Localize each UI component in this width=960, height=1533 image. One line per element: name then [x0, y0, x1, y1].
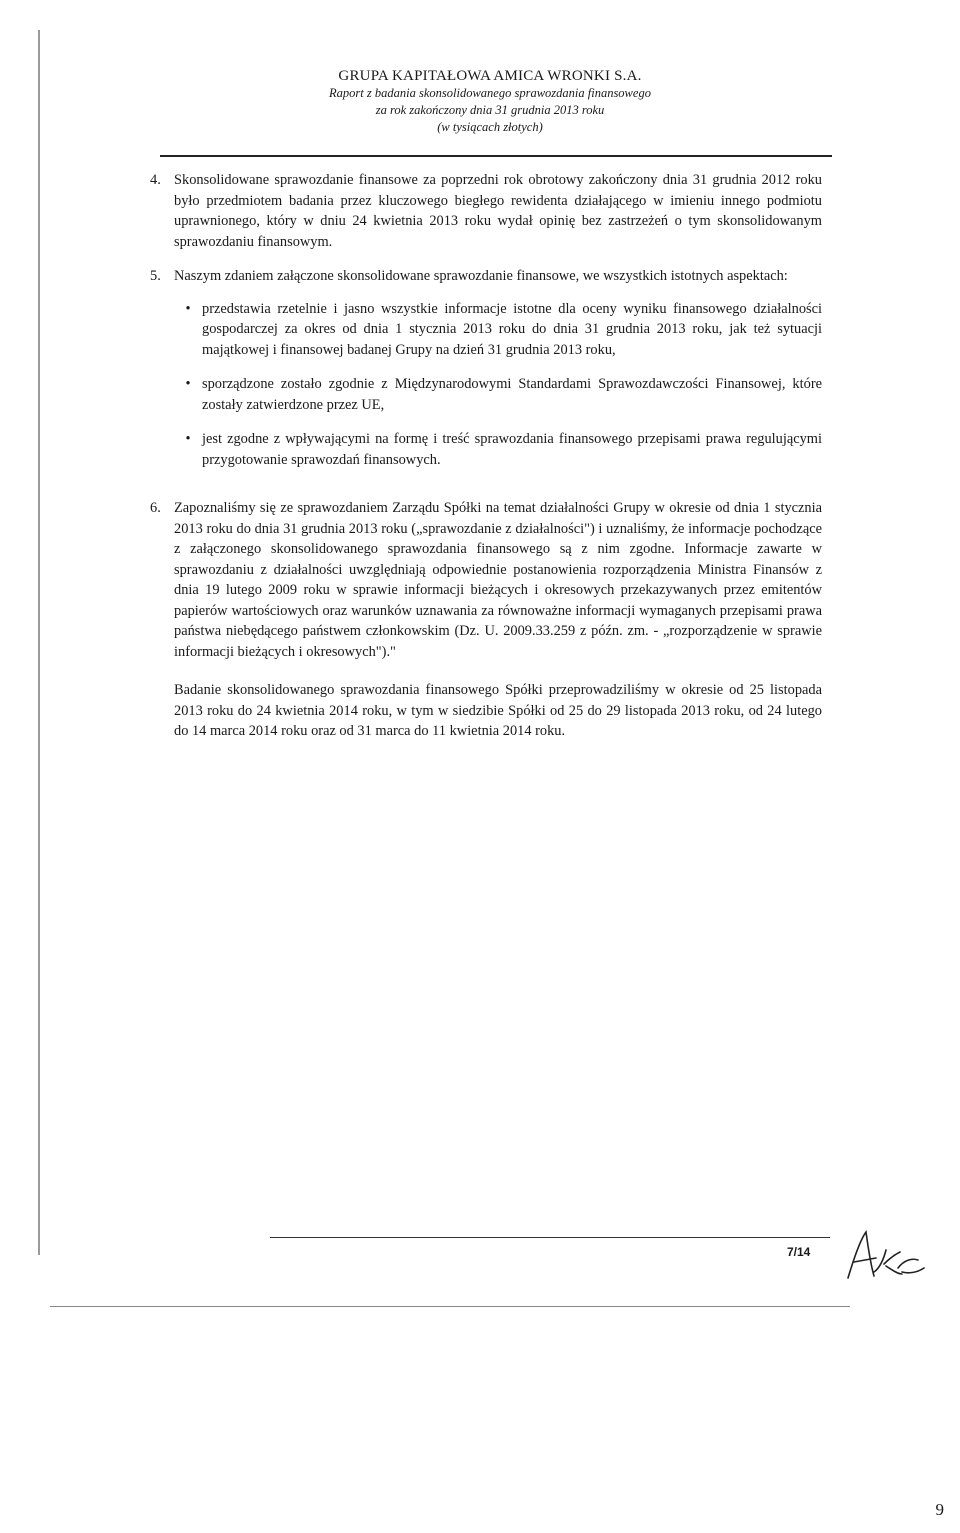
page-number: 9: [935, 1500, 944, 1519]
list-item: [174, 374, 822, 415]
bullet-text: sporządzone zostało zgodnie z Międzynarodowymi Standardami Sprawozdawczości Finansowej, które zostały zatwierdzone przez UE,: [202, 376, 822, 413]
section-number: 6.: [150, 500, 161, 516]
section-4: [150, 170, 822, 252]
list-item: [174, 429, 822, 470]
report-units: (w tysiącach złotych): [437, 120, 543, 134]
footer-divider: [270, 1237, 830, 1238]
header-divider: [160, 155, 832, 157]
document-header: [0, 68, 960, 136]
scan-bottom-line: [50, 1306, 850, 1307]
list-item: [174, 299, 822, 361]
bullet-icon: •: [185, 376, 191, 392]
company-name: GRUPA KAPITAŁOWA AMICA WRONKI S.A.: [338, 68, 642, 84]
section-text: Skonsolidowane sprawozdanie finansowe za poprzedni rok obrotowy zakończony dnia 31 grudnia 2012 roku było przedmiotem badania przez kluczowego biegłego rewidenta działającego w imieniu innego podmiotu uprawnionego, który w dniu 24 kwietnia 2013 roku wydał opinię bez zastrzeżeń o tym skonsolidowanym sprawozdaniu finansowym.: [174, 172, 822, 250]
report-period: za rok zakończony dnia 31 grudnia 2013 roku: [375, 103, 605, 117]
page-of-total: 7/14: [787, 1245, 811, 1259]
section-5: [150, 266, 822, 484]
bullet-text: jest zgodne z wpływającymi na formę i treść sprawozdania finansowego przepisami prawa regulującymi przygotowanie sprawozdań finansowych.: [202, 431, 822, 468]
scan-edge-line: [38, 30, 40, 1255]
bullet-icon: •: [185, 431, 191, 447]
document-body: [150, 170, 822, 742]
section-text: Zapoznaliśmy się ze sprawozdaniem Zarządu Spółki na temat działalności Grupy w okresie od dnia 1 stycznia 2013 roku do dnia 31 grudnia 2013 roku („sprawozdanie z działalności") i uznaliśmy, że informacje pochodzące z załączonego skonsolidowanego sprawozdania finansowego są z nim zgodne. Informacje zawarte w sprawozdaniu z działalności uwzględniają odpowiednie postanowienia rozporządzenia Ministra Finansów z dnia 19 lutego 2009 roku w sprawie informacji bieżących i okresowych przekazywanych przez emitentów papierów wartościowych oraz warunków uznawania za równoważne informacji wymaganych przepisami prawa państwa niebędącego państwem członkowskim (Dz. U. 2009.33.259 z późn. zm. - „rozporządzenie w sprawie informacji bieżących i okresowych").": [174, 500, 822, 660]
section-number: 5.: [150, 268, 161, 284]
closing-paragraph: Badanie skonsolidowanego sprawozdania finansowego Spółki przeprowadziliśmy w okresie od 25 listopada 2013 roku do 24 kwietnia 2014 roku, w tym w siedzibie Spółki od 25 do 29 listopada 2013 roku, od 24 lutego do 14 marca 2014 roku oraz od 31 marca do 11 kwietnia 2014 roku.: [174, 682, 822, 739]
section-text: Naszym zdaniem załączone skonsolidowane sprawozdanie finansowe, we wszystkich istotnych aspektach:: [174, 268, 788, 284]
signature-initials: [840, 1228, 930, 1284]
section-number: 4.: [150, 172, 161, 188]
opinion-bullet-list: [174, 299, 822, 471]
bullet-icon: •: [185, 300, 191, 317]
section-6: [150, 498, 822, 662]
report-title: Raport z badania skonsolidowanego sprawozdania finansowego: [329, 86, 651, 100]
bullet-text: przedstawia rzetelnie i jasno wszystkie informacje istotne dla oceny wyniku finansowego działalności gospodarczej za okres od dnia 1 stycznia 2013 roku do dnia 31 grudnia 2013 roku, jak też sytuacji majątkowej i finansowej badanej Grupy na dzień 31 grudnia 2013 roku,: [202, 300, 822, 358]
